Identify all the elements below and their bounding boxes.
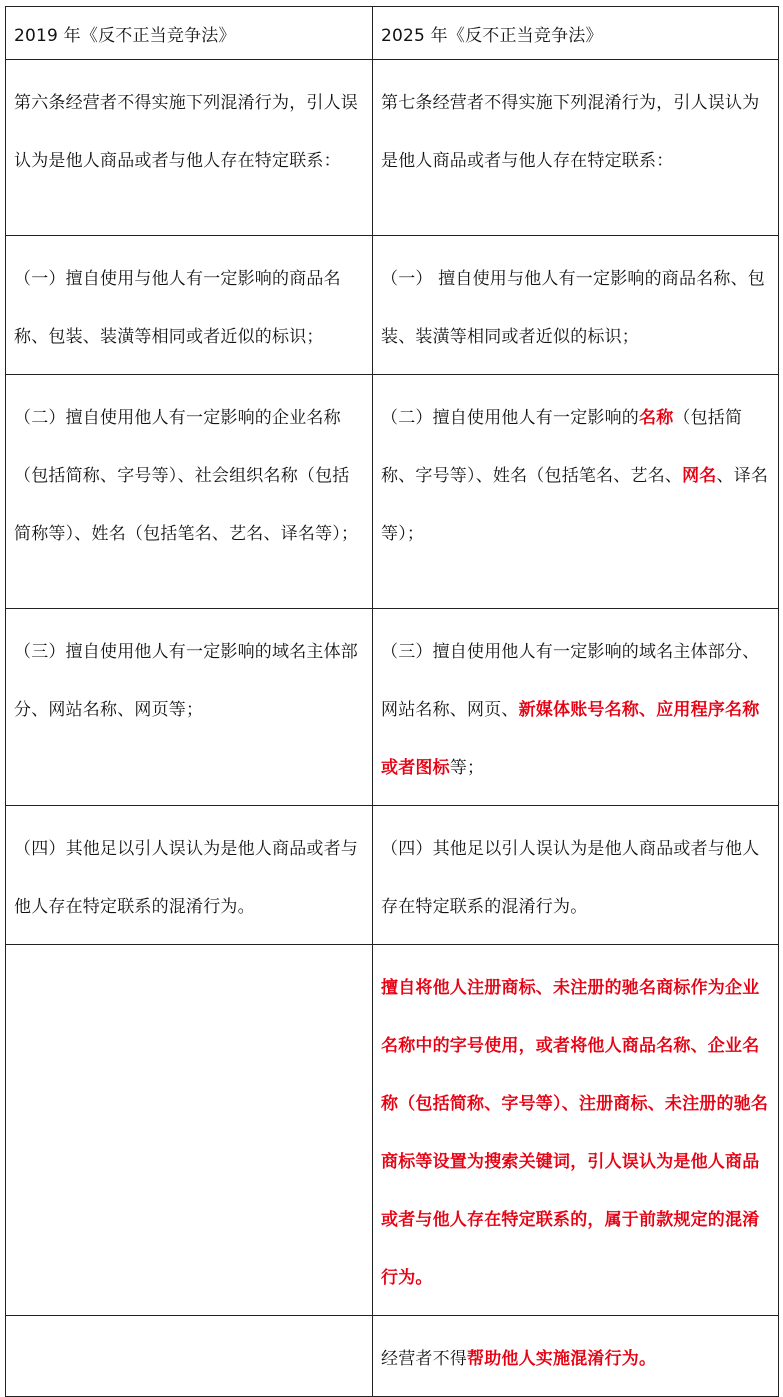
clause-text: （三）擅自使用他人有一定影响的域名主体部分、网站名称、网页等； — [14, 642, 358, 720]
highlighted-text: 网名 — [682, 466, 717, 486]
clause-text: 等； — [449, 758, 485, 778]
clause-text: （四）其他足以引人误认为是他人商品或者与他人存在特定联系的混淆行为。 — [381, 839, 760, 917]
clause-text: 、译名等）； — [381, 466, 769, 544]
cell-2019 — [6, 375, 373, 609]
table-row — [6, 945, 779, 1316]
table-row — [6, 1316, 779, 1397]
highlighted-text: 擅自将他人注册商标、未注册的驰名商标作为企业名称中的字号使用，或者将他人商品名称、企业名称（包括简称、字号等）、注册商标、未注册的驰名商标等设置为搜索关键词，引人误认为是他人商品或者与他人存在特定联系的，属于前款规定的混淆行为。 — [381, 978, 769, 1288]
clause-text: （一）擅自使用与他人有一定影响的商品名称、包装、装潢等相同或者近似的标识； — [14, 269, 341, 347]
cell-2019 — [6, 945, 373, 1316]
clause-text: 第七条经营者不得实施下列混淆行为，引人误认为是他人商品或者与他人存在特定联系： — [381, 93, 760, 171]
cell-2019 — [6, 60, 373, 236]
table-row — [6, 60, 779, 236]
highlighted-text: 新媒体账号名称、应用程序名称或者图标 — [381, 700, 760, 778]
cell-2025 — [373, 945, 779, 1316]
table-row — [6, 375, 779, 609]
cell-2019 — [6, 609, 373, 806]
cell-2025 — [373, 375, 779, 609]
highlighted-text: 帮助他人实施混淆行为。 — [467, 1349, 657, 1369]
cell-2025 — [373, 609, 779, 806]
header-2025: 2025 年《反不正当竞争法》 — [373, 7, 779, 60]
table-row — [6, 609, 779, 806]
table-row — [6, 806, 779, 945]
law-comparison-table — [5, 6, 779, 1397]
clause-text: （一） 擅自使用与他人有一定影响的商品名称、包装、装潢等相同或者近似的标识； — [381, 269, 766, 347]
cell-2025 — [373, 806, 779, 945]
clause-text: （三）擅自使用他人有一定影响的域名主体部分、网站名称、网页、 — [381, 642, 760, 720]
table-row — [6, 236, 779, 375]
cell-2025 — [373, 1316, 779, 1397]
cell-2025 — [373, 60, 779, 236]
cell-2025 — [373, 236, 779, 375]
clause-text: 经营者不得 — [381, 1349, 467, 1369]
header-row — [6, 7, 779, 60]
header-2019: 2019 年《反不正当竞争法》 — [6, 7, 373, 60]
clause-text: （包括简称、字号等）、姓名（包括笔名、艺名、 — [381, 408, 743, 486]
clause-text: （二）擅自使用他人有一定影响的 — [381, 408, 639, 428]
highlighted-text: 名称 — [639, 408, 674, 428]
clause-text: （四）其他足以引人误认为是他人商品或者与他人存在特定联系的混淆行为。 — [14, 839, 358, 917]
clause-text: 第六条经营者不得实施下列混淆行为，引人误认为是他人商品或者与他人存在特定联系： — [14, 93, 358, 171]
cell-2019 — [6, 1316, 373, 1397]
clause-text: （二）擅自使用他人有一定影响的企业名称（包括简称、字号等）、社会组织名称（包括简称等）、姓名（包括笔名、艺名、译名等）； — [14, 408, 359, 544]
cell-2019 — [6, 236, 373, 375]
cell-2019 — [6, 806, 373, 945]
